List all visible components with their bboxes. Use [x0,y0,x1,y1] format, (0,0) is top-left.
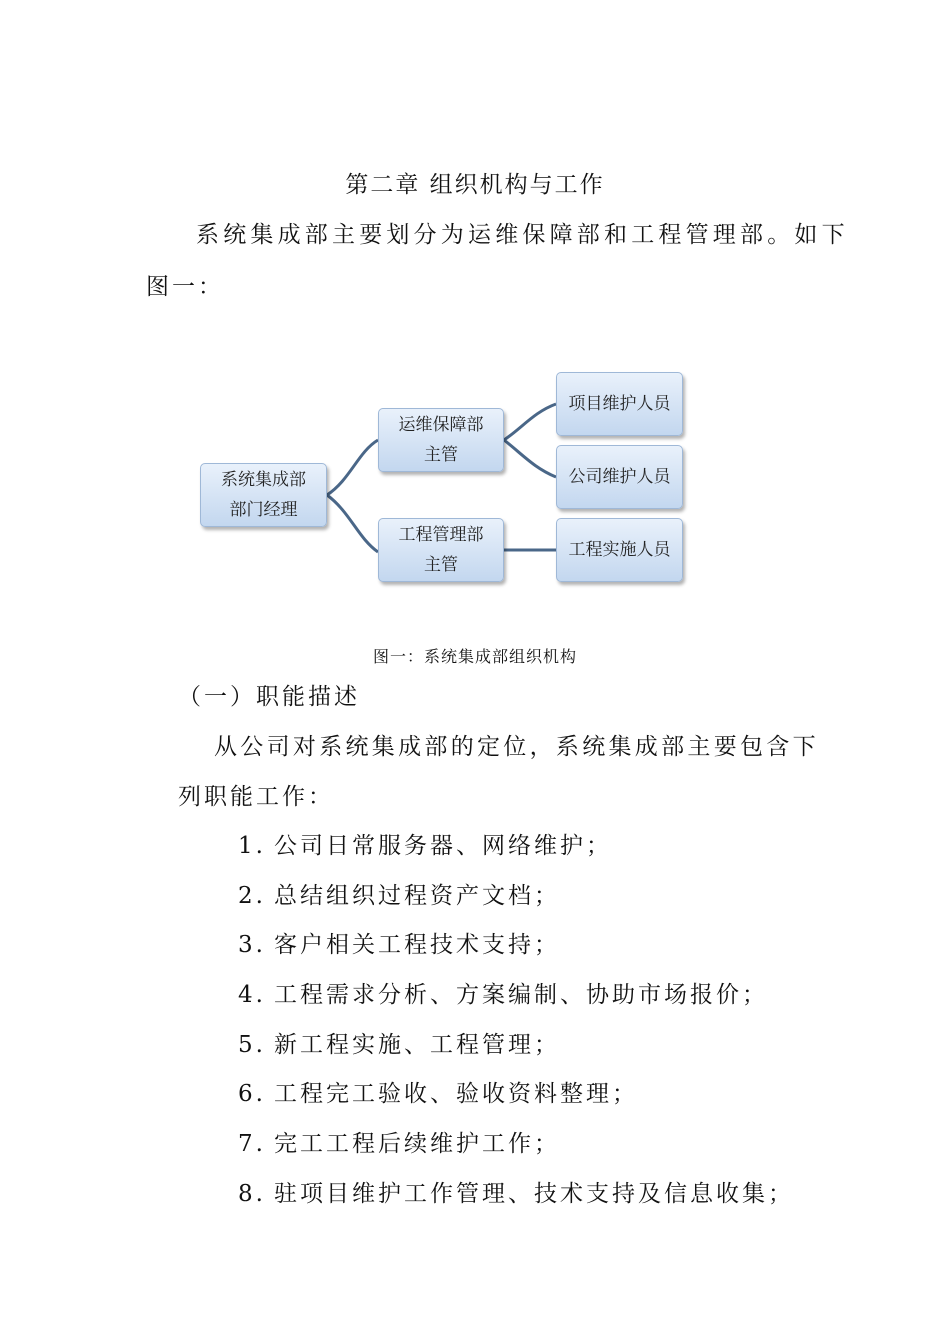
org-node-project-maintenance [556,372,683,436]
list-item-text: 新工程实施、工程管理； [274,1031,560,1058]
org-node-engineering-staff [556,518,683,582]
org-chart [190,362,700,592]
figure-caption: 图一：系统集成部组织机构 [372,647,577,666]
list-item-number: 6. [238,1081,266,1108]
org-node-engineering-staff-label: 工程实施人员 [568,540,671,560]
org-node-root-line2: 部门经理 [229,500,298,520]
list-item-number: 1. [238,833,266,859]
org-node-eng-line1: 工程管理部 [398,525,484,545]
org-node-ops-line1: 运维保障部 [398,415,484,435]
section-heading: （一）职能描述 [178,684,360,710]
list-item-number: 8. [238,1180,266,1207]
org-node-eng-manager [378,518,504,582]
org-node-project-maintenance-label: 项目维护人员 [568,394,671,414]
list-item [238,1125,794,1175]
org-node-company-maintenance [556,445,683,509]
list-item-text: 工程完工验收、验收资料整理； [274,1081,638,1108]
list-item-number: 7. [238,1131,266,1158]
list-item-number: 4. [238,982,266,1009]
org-node-ops-line2: 主管 [424,445,458,465]
duties-list [238,827,794,1225]
org-node-eng-line2: 主管 [424,555,458,575]
list-item [238,1175,794,1225]
list-item [238,877,794,927]
list-item-text: 总结组织过程资产文档； [274,882,560,909]
connector-ops-company [504,440,556,477]
org-node-root [200,463,327,527]
list-item-number: 2. [238,882,266,909]
list-item-text: 客户相关工程技术支持； [274,932,560,959]
list-item-text: 完工工程后续维护工作； [274,1131,560,1158]
org-node-root-line1: 系统集成部 [221,470,306,490]
list-item-number: 5. [238,1031,266,1058]
list-item [238,827,794,877]
connector-root-eng [327,495,378,552]
chapter-title: 第二章 组织机构与工作 [345,172,605,198]
paragraph-line-2: 列职能工作： [178,784,334,810]
list-item-number: 3. [238,932,266,959]
intro-line-1: 系统集成部主要划分为运维保障部和工程管理部。如下 [196,222,849,248]
org-node-company-maintenance-label: 公司维护人员 [568,467,671,487]
list-item-text: 驻项目维护工作管理、技术支持及信息收集； [274,1180,794,1207]
list-item [238,926,794,976]
list-item [238,976,794,1026]
list-item [238,1075,794,1125]
org-node-ops-manager [378,408,504,472]
connector-ops-project [504,404,556,440]
paragraph-line-1: 从公司对系统集成部的定位，系统集成部主要包含下 [214,734,819,760]
intro-line-2: 图一： [146,274,224,300]
connector-root-ops [327,440,378,495]
list-item-text: 公司日常服务器、网络维护； [274,833,612,859]
list-item-text: 工程需求分析、方案编制、协助市场报价； [274,982,768,1009]
list-item [238,1026,794,1076]
